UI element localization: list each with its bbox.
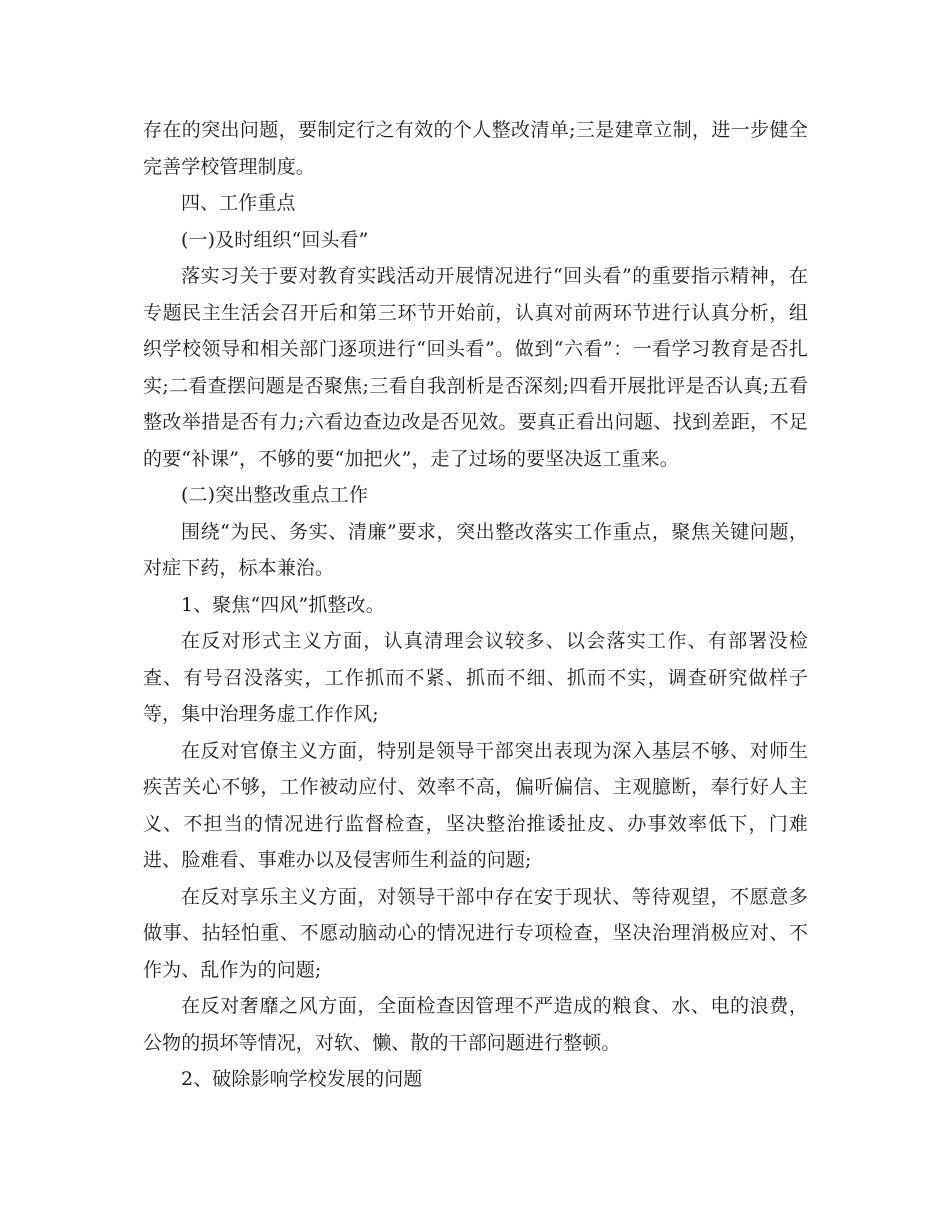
- paragraph-bureaucratism: 在反对官僚主义方面，特别是领导干部突出表现为深入基层不够、对师生疾苦关心不够，工作被动应付、效率不高，偏听偏信、主观臆断，奉行好人主义、不担当的情况进行监督检查，坚决整治推诿扯皮、办事效率低下，门难进、脸难看、事难办以及侵害师生利益的问题;: [143, 739, 808, 871]
- paragraph-extravagance: 在反对奢靡之风方面，全面检查因管理不严造成的粮食、水、电的浪费，公物的损坏等情况，对软、懒、散的干部问题进行整顿。: [143, 995, 808, 1054]
- section-heading-work-focus: 四、工作重点: [181, 192, 296, 214]
- subheading-rectification-focus: (二)突出整改重点工作: [181, 484, 368, 506]
- item-heading-four-styles: 1、聚焦“四风”抓整改。: [181, 593, 385, 616]
- subheading-review: (一)及时组织“回头看”: [181, 228, 369, 251]
- document-body: [143, 112, 808, 1098]
- paragraph-continuation: 存在的突出问题，要制定行之有效的个人整改清单;三是建章立制，进一步健全完善学校管理制度。: [143, 119, 808, 178]
- paragraph-hedonism: 在反对享乐主义方面，对领导干部中存在安于现状、等待观望，不愿意多做事、拈轻怕重、不愿动脑动心的情况进行专项检查，坚决治理消极应对、不作为、乱作为的问题;: [143, 885, 808, 981]
- paragraph-rectification-body: 围绕“为民、务实、清廉”要求，突出整改落实工作重点，聚焦关键问题，对症下药，标本兼治。: [143, 520, 808, 579]
- paragraph-review-body: 落实习关于要对教育实践活动开展情况进行“回头看”的重要指示精神，在专题民主生活会召开后和第三环节开始前，认真对前两环节进行认真分析，组织学校领导和相关部门逐项进行“回头看”。做到“六看”：一看学习教育是否扎实;二看查摆问题是否聚焦;三看自我剖析是否深刻;四看开展批评是否认真;五看整改举措是否有力;六看边查边改是否见效。要真正看出问题、找到差距，不足的要“补课”，不够的要“加把火”，走了过场的要坚决返工重来。: [143, 265, 808, 470]
- paragraph-formalism: 在反对形式主义方面，认真清理会议较多、以会落实工作、有部署没检查、有号召没落实，工作抓而不紧、抓而不细、抓而不实，调查研究做样子等，集中治理务虚工作作风;: [143, 630, 808, 725]
- item-heading-school-development: 2、破除影响学校发展的问题: [181, 1068, 423, 1090]
